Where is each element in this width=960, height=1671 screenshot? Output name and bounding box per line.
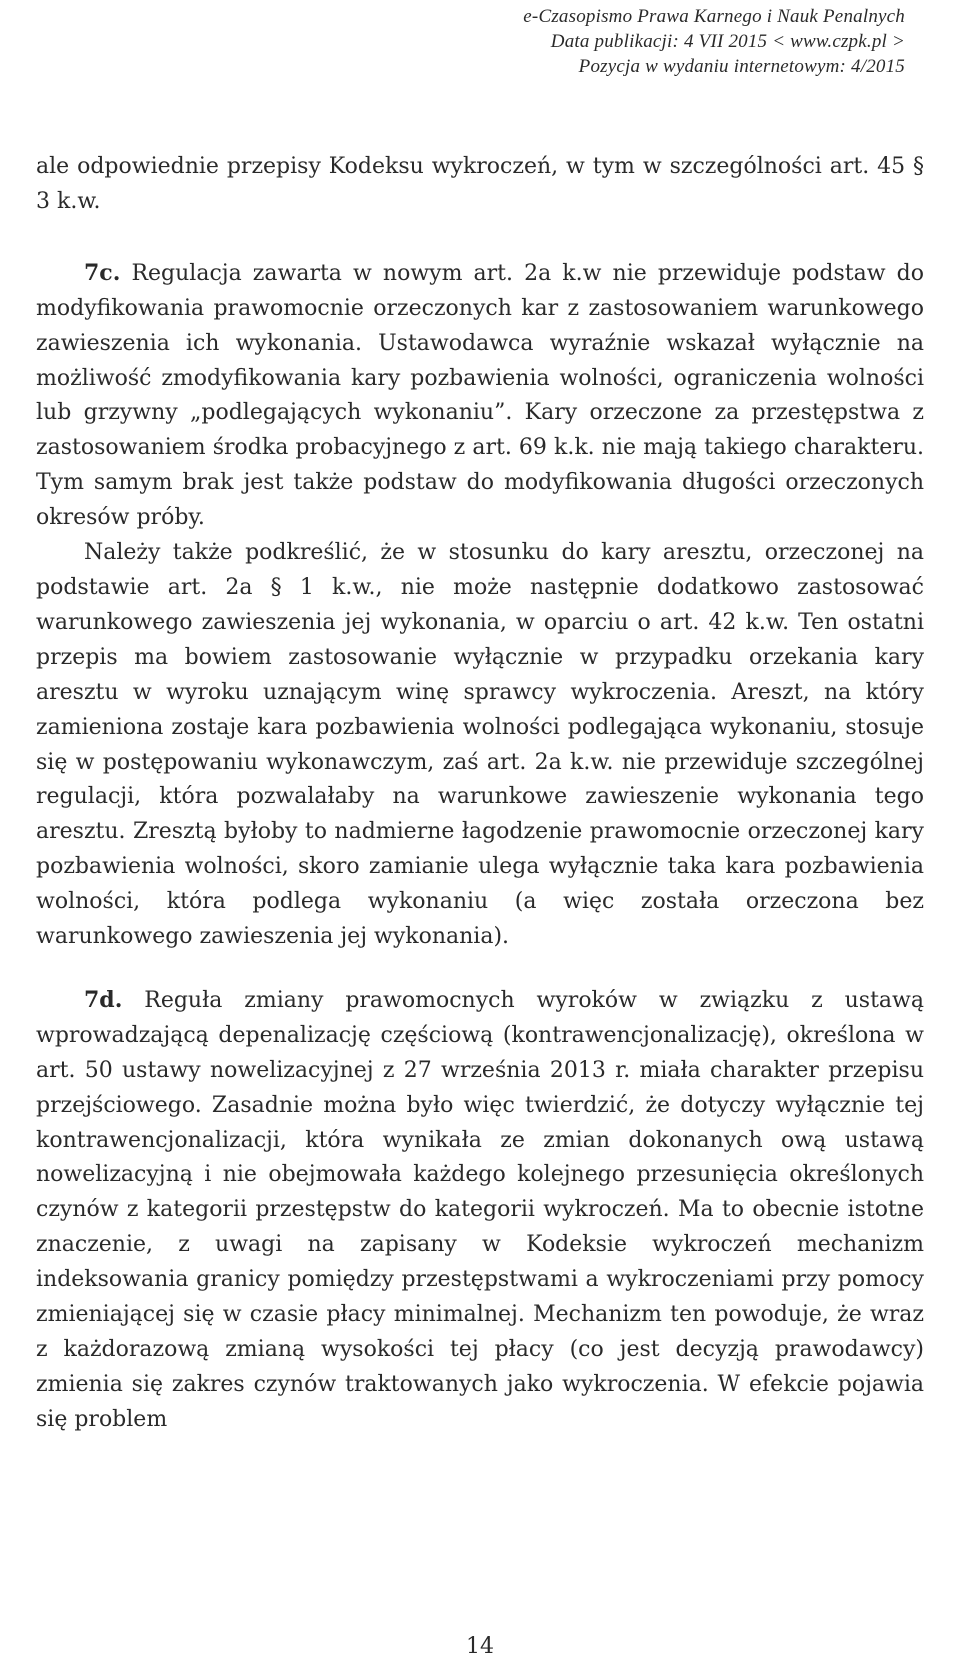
publication-date: Data publikacji: 4 VII 2015 < www.czpk.pl > [550,31,905,52]
paragraph-7c-continued: Należy także podkreślić, że w stosunku do kary aresztu, orzeczonej na podstawie art. 2a § 1 k.w., nie może następnie dodatkowo zastosować warunkowego zawieszenia jej wykonania, w oparciu o art. 42 k.w. Ten ostatni przepis ma bowiem zastosowanie wyłącznie w przypadku orzekania kary aresztu w wyroku uznającym winę sprawcy wykroczenia. Areszt, na który zamieniona zostaje kara pozbawienia wolności podlegająca wykonaniu, stosuje się w postępowaniu wykonawczym, zaś art. 2a k.w. nie przewiduje szczególnej regulacji, która pozwalałaby na warunkowe zawieszenie wykonania tego aresztu. Zresztą byłoby to nadmierne łagodzenie prawomocnie orzeczonej kary pozbawienia wolności, skoro zamianie ulega wyłącznie taka kara pozbawienia wolności, która podlega wykonaniu (a więc została orzeczona bez warunkowego zawieszenia jej wykonania). [36,540,924,950]
section-number-7c: 7c. [84,259,121,286]
paragraph-7c [36,256,924,536]
paragraph-intro: ale odpowiednie przepisy Kodeksu wykroczeń, w tym w szczególności art. 45 § 3 k.w. [36,154,924,214]
paragraph-spacer [36,955,924,983]
section-number-7d: 7d. [84,986,123,1013]
section-text-7d: Reguła zmiany prawomocnych wyroków w związku z ustawą wprowadzającą depenalizację częściową (kontrawencjonalizację), określona w art. 50 ustawy nowelizacyjnej z 27 września 2013 r. miała charakter przepisu przejściowego. Zasadnie można było więc twierdzić, że dotyczy wyłącznie tej kontrawencjonalizacji, która wynikała ze zmian dokonanych ową ustawą nowelizacyjną i nie obejmowała każdego kolejnego przesunięcia określonych czynów z kategorii przestępstw do kategorii wykroczeń. Ma to obecnie istotne znaczenie, z uwagi na zapisany w Kodeksie wykroczeń mechanizm indeksowania granicy pomiędzy przestępstwami a wykroczeniami przy pomocy zmieniającej się w czasie płacy minimalnej. Mechanizm ten powoduje, że wraz z każdorazową zmianą wysokości tej płacy (co jest decyzją prawodawcy) zmienia się zakres czynów traktowanych jako wykroczenia. W efekcie pojawia się problem [36,987,924,1432]
page-number: 14 [466,1634,494,1659]
article-body [36,150,924,1438]
journal-header [523,4,905,79]
issue-position: Pozycja w wydaniu internetowym: 4/2015 [578,56,905,77]
journal-title: e-Czasopismo Prawa Karnego i Nauk Penalnych [523,6,905,27]
paragraph-7d [36,983,924,1438]
section-text-7c: Regulacja zawarta w nowym art. 2a k.w nie przewiduje podstaw do modyfikowania prawomocnie orzeczonych kar z zastosowaniem warunkowego zawieszenia ich wykonania. Ustawodawca wyraźnie wskazał wyłącznie na możliwość zmodyfikowania kary pozbawienia wolności, ograniczenia wolności lub grzywny „podlegających wykonaniu”. Kary orzeczone za przestępstwa z zastosowaniem środka probacyjnego z art. 69 k.k. nie mają takiego charakteru. Tym samym brak jest także podstaw do modyfikowania długości orzeczonych okresów próby. [36,260,924,531]
paragraph-spacer [36,220,924,256]
